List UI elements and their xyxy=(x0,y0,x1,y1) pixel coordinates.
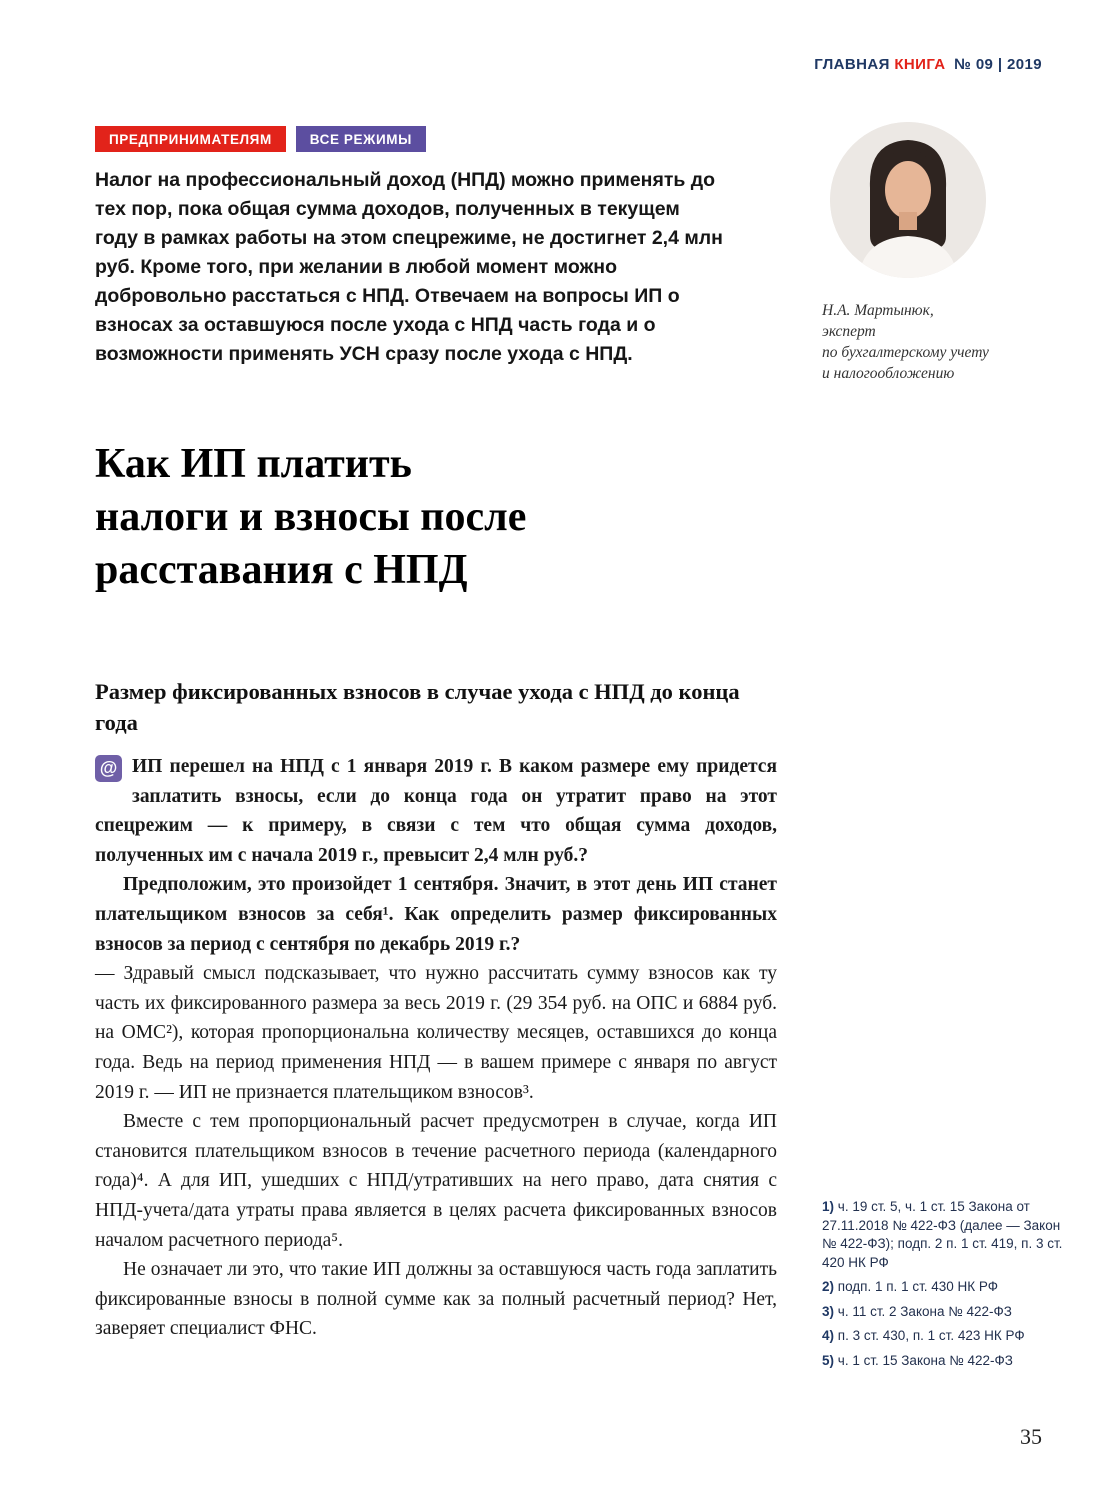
section-heading: Размер фиксированных взносов в случае ухода с НПД до конца года xyxy=(95,679,740,735)
answer-paragraph: — Здравый смысл подсказывает, что нужно рассчитать сумму взносов как ту часть их фиксированного размера за весь 2019 г. (29 354 руб. на ОПС и 6884 руб. на ОМС²), которая пропорциональна количеству месяцев, оставшихся до конца года. Ведь на период применения НПД — в вашем примере с января по август 2019 г. — ИП не признается плательщиком взносов³. xyxy=(95,963,777,1103)
footnote-text: ч. 19 ст. 5, ч. 1 ст. 15 Закона от 27.11.2018 № 422-ФЗ (далее — Закон № 422-ФЗ); подп. 2 п. 1 ст. 419, п. 3 ст. 420 НК РФ xyxy=(822,1199,1063,1270)
answer-paragraph: Не означает ли это, что такие ИП должны за оставшуюся часть года заплатить фиксированные взносы в полной сумме как за полный расчетный период? Нет, заверяет специалист ФНС. xyxy=(95,1259,777,1340)
footnote xyxy=(822,1327,1066,1346)
footnote-text: подп. 1 п. 1 ст. 430 НК РФ xyxy=(837,1279,999,1294)
audience-badge: ПРЕДПРИНИМАТЕЛЯМ xyxy=(95,126,286,152)
footnote-number: 5) xyxy=(822,1352,835,1368)
magazine-brand-primary: ГЛАВНАЯ xyxy=(814,56,890,73)
author-role-line: и налогообложению xyxy=(822,365,955,382)
headline-line: налоги и взносы после xyxy=(95,494,527,540)
regimes-badge: ВСЕ РЕЖИМЫ xyxy=(296,126,426,152)
headline-line: расставания с НПД xyxy=(95,547,468,593)
page-number: 35 xyxy=(1020,1424,1042,1449)
article-headline xyxy=(95,438,795,597)
author-photo xyxy=(830,122,986,278)
author-role-line: по бухгалтерскому учету xyxy=(822,344,989,361)
magazine-brand-secondary: КНИГА xyxy=(894,56,946,73)
footnote xyxy=(822,1278,1066,1297)
masthead xyxy=(814,56,1042,73)
footnote-number: 1) xyxy=(822,1199,835,1214)
footnote-number: 4) xyxy=(822,1328,835,1343)
footnote xyxy=(822,1352,1066,1371)
category-badges xyxy=(95,126,426,152)
footnote xyxy=(822,1198,1066,1272)
footnote xyxy=(822,1303,1066,1322)
footnote-number: 2) xyxy=(822,1279,835,1294)
question-at-icon: @ xyxy=(95,755,122,782)
portrait-illustration xyxy=(830,122,986,278)
footnote-number: 3) xyxy=(822,1303,835,1319)
footnote-text: ч. 11 ст. 2 Закона № 422-ФЗ xyxy=(837,1303,1012,1319)
author-role-line: эксперт xyxy=(822,323,876,340)
footnote-text: п. 3 ст. 430, п. 1 ст. 423 НК РФ xyxy=(837,1328,1025,1343)
author-name: Н.А. Мартынюк, xyxy=(822,302,934,319)
question-paragraph: Предположим, это произойдет 1 сентября. Значит, в этот день ИП станет плательщиком взносов за себя¹. Как определить размер фиксированных взносов за период с сентября по декабрь 2019 г.? xyxy=(95,874,777,955)
author-caption xyxy=(822,300,1068,384)
headline-line: Как ИП платить xyxy=(95,441,412,487)
lead-paragraph: Налог на профессиональный доход (НПД) можно применять до тех пор, пока общая сумма доходов, полученных в текущем году в рамках работы на этом спецрежиме, не достигнет 2,4 млн руб. Кроме того, при желании в любой момент можно добровольно расстаться с НПД. Отвечаем на вопросы ИП о взносах за оставшуюся после ухода с НПД часть года и о возможности применять УСН сразу после ухода с НПД. xyxy=(95,169,723,365)
question-text: ИП перешел на НПД с 1 января 2019 г. В каком размере ему придется заплатить взносы, если до конца года он утратит право на этот спецрежим — к примеру, в связи с тем что общая сумма доходов, полученных им с начала 2019 г., превысит 2,4 млн руб.? xyxy=(95,756,777,866)
footnotes-block xyxy=(822,1198,1066,1376)
issue-number: № 09 | 2019 xyxy=(954,56,1042,73)
footnote-text: ч. 1 ст. 15 Закона № 422-ФЗ xyxy=(837,1352,1013,1368)
question-paragraph xyxy=(95,752,777,870)
article-body xyxy=(95,752,777,1344)
answer-paragraph: Вместе с тем пропорциональный расчет предусмотрен в случае, когда ИП становится плательщиком взносов в течение расчетного периода (календарного года)⁴. А для ИП, ушедших с НПД/утративших на него право, дата снятия с НПД-учета/дата утраты права является в целях расчета фиксированных взносов началом расчетного периода⁵. xyxy=(95,1111,777,1251)
